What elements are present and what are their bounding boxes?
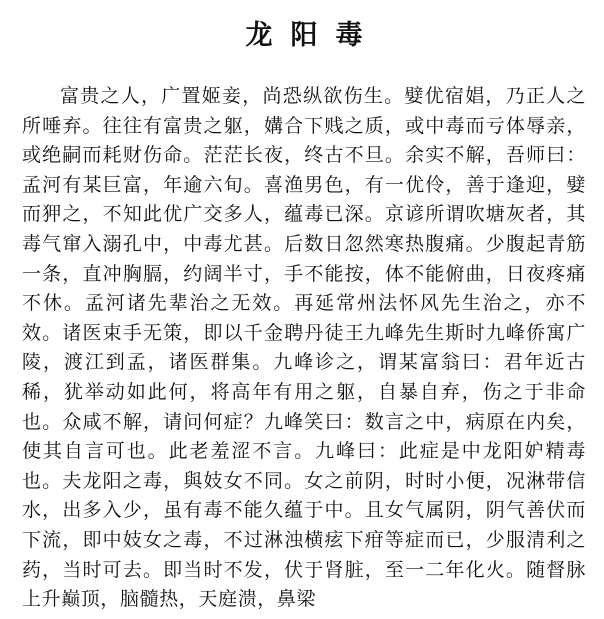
page-title: 龙阳毒 xyxy=(245,20,381,51)
body-paragraph: 富贵之人，广置姬妾，尚恐纵欲伤生。嬖优宿娼，乃正人之所唾弃。往往有富贵之躯，媾合下贱之质，或中毒而亏体辱亲，或绝嗣而耗财伤命。茫茫长夜，终古不旦。余实不解，吾师曰：孟河有某巨富，年逾六旬。喜渔男色，有一优伶，善于逢迎，嬖而狎之，不知此优广交多人，蕴毒已深。京谚所谓吹塘灰者，其毒气窜入溺孔中，中毒尤甚。后数日忽然寒热腹痛。少腹起青筋一条，直冲胸膈，约阔半寸，手不能按，体不能俯曲，日夜疼痛不休。孟河诸先辈治之无效。再延常州法怀风先生治之，亦不效。诸医束手无策，即以千金聘丹徒王九峰先生斯时九峰侨寓广陵，渡江到孟，诸医群集。九峰诊之，谓某富翁曰：君年近古稀，犹举动如此何，将高年有用之躯，自暴自弃，伤之于非命也。众咸不解，请问何症？九峰笑曰：数言之中，病原在内矣，使其自言可也。此老羞涩不言。九峰曰：此症是中龙阳妒精毒也。夫龙阳之毒，與妓女不同。女之前阴，时时小便，况淋带信水，出多入少，虽有毒不能久蕴于中。且女气属阴，阴气善伏而下流，即中妓女之毒，不过淋浊横痃下疳等症而已，少服清利之药，当时可去。即当时不发，伏于肾脏，至一二年化火。随督脉上升巅顶，脑髓热，天庭溃，鼻梁 xyxy=(22,85,586,611)
